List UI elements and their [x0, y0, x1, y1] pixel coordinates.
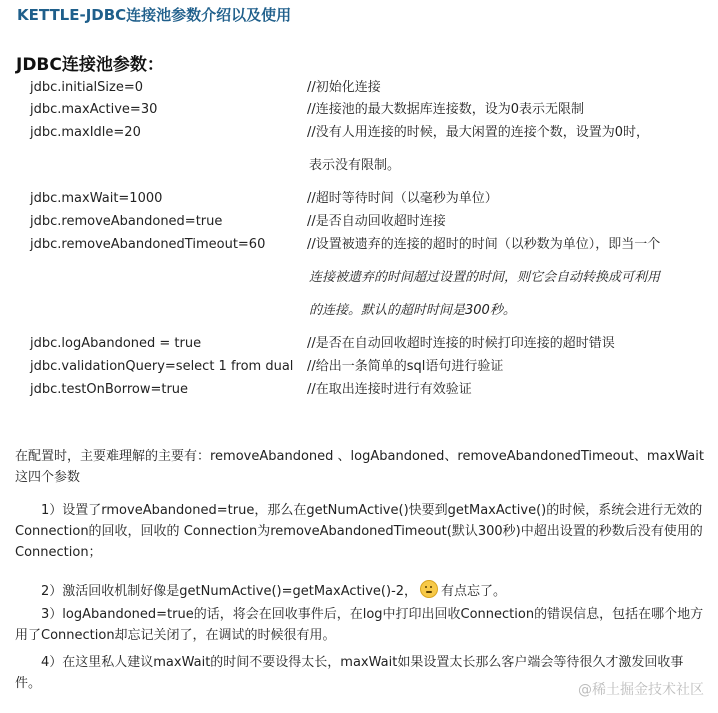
param-row-validationquery: [0, 357, 718, 377]
section-heading: JDBC连接池参数：: [16, 55, 164, 75]
param-description: //没有人用连接的时候，最大闲置的连接个数，设置为0时，: [307, 125, 650, 140]
param-description: //初始化连接: [307, 80, 381, 95]
param-description-continuation: 连接被遗弃的时间超过设置的时间，则它会自动转换成可利用: [309, 270, 661, 285]
param-description-continuation: 的连接。默认的超时时间是300秒。: [309, 303, 516, 318]
intro-paragraph: 在配置时，主要难理解的主要有：removeAbandoned 、logAbandoned、removeAbandonedTimeout、maxWait这四个参数: [15, 449, 704, 485]
param-description: //是否在自动回收超时连接的时候打印连接的超时错误: [307, 336, 615, 351]
param-row-initialsize: [0, 78, 718, 98]
param-description: //超时等待时间（以毫秒为单位）: [307, 191, 498, 206]
param-key: jdbc.testOnBorrow=true: [30, 382, 189, 397]
param-description: //设置被遗弃的连接的超时的时间（以秒数为单位），即当一个: [307, 237, 661, 252]
param-row-maxidle: [0, 123, 718, 143]
param-row-maxwait: [0, 189, 718, 209]
watermark: @稀土掘金技术社区: [578, 682, 704, 698]
param-description-continuation: 表示没有限制。: [309, 158, 401, 173]
explanation-paragraph-2: [15, 580, 705, 602]
explanation-paragraph-3: 3）logAbandoned=true的话，将会在回收事件后，在log中打印出回收Connection的错误信息，包括在哪个地方用了Connection却忘记关闭了，在调试的时候很有用。: [15, 607, 704, 643]
param-row-removeabandonedtimeout: [0, 235, 718, 255]
param-key: jdbc.logAbandoned = true: [30, 336, 202, 351]
param-key: jdbc.maxActive=30: [30, 102, 158, 117]
param-description: //连接池的最大数据库连接数，设为0表示无限制: [307, 102, 585, 117]
param-description: //在取出连接时进行有效验证: [307, 382, 472, 397]
paragraph-text: 有点忘了。: [441, 584, 507, 599]
param-key: jdbc.validationQuery=select 1 from dual: [30, 359, 294, 374]
param-key: jdbc.maxWait=1000: [30, 191, 163, 206]
param-description: //是否自动回收超时连接: [307, 214, 446, 229]
paragraph-text: 2）激活回收机制好像是getNumActive()=getMaxActive()-2，: [41, 584, 418, 599]
thinking-face-emoji-icon: [420, 580, 438, 598]
param-key: jdbc.maxIdle=20: [30, 125, 141, 140]
param-key: jdbc.removeAbandoned=true: [30, 214, 223, 229]
param-row-logabandoned: [0, 334, 718, 354]
explanation-paragraph-1: 1）设置了rmoveAbandoned=true，那么在getNumActive()快要到getMaxActive()的时候，系统会进行无效的Connection的回收，回收的 Connection为removeAbandonedTimeout(默认300秒)中超出设置的秒数后没有使用的Connection；: [15, 503, 703, 560]
param-row-removeabandoned: [0, 212, 718, 232]
param-description: //给出一条简单的sql语句进行验证: [307, 359, 504, 374]
param-key: jdbc.removeAbandonedTimeout=60: [30, 237, 266, 252]
explanation-paragraph-4: 4）在这里私人建议maxWait的时间不要设得太长，maxWait如果设置太长那么客户端会等待很久才激发回收事件。: [15, 655, 684, 691]
param-key: jdbc.initialSize=0: [30, 80, 143, 95]
article-title: KETTLE-JDBC连接池参数介绍以及使用: [17, 6, 292, 24]
param-row-maxactive: [0, 100, 718, 120]
param-row-testonborrow: [0, 380, 718, 400]
